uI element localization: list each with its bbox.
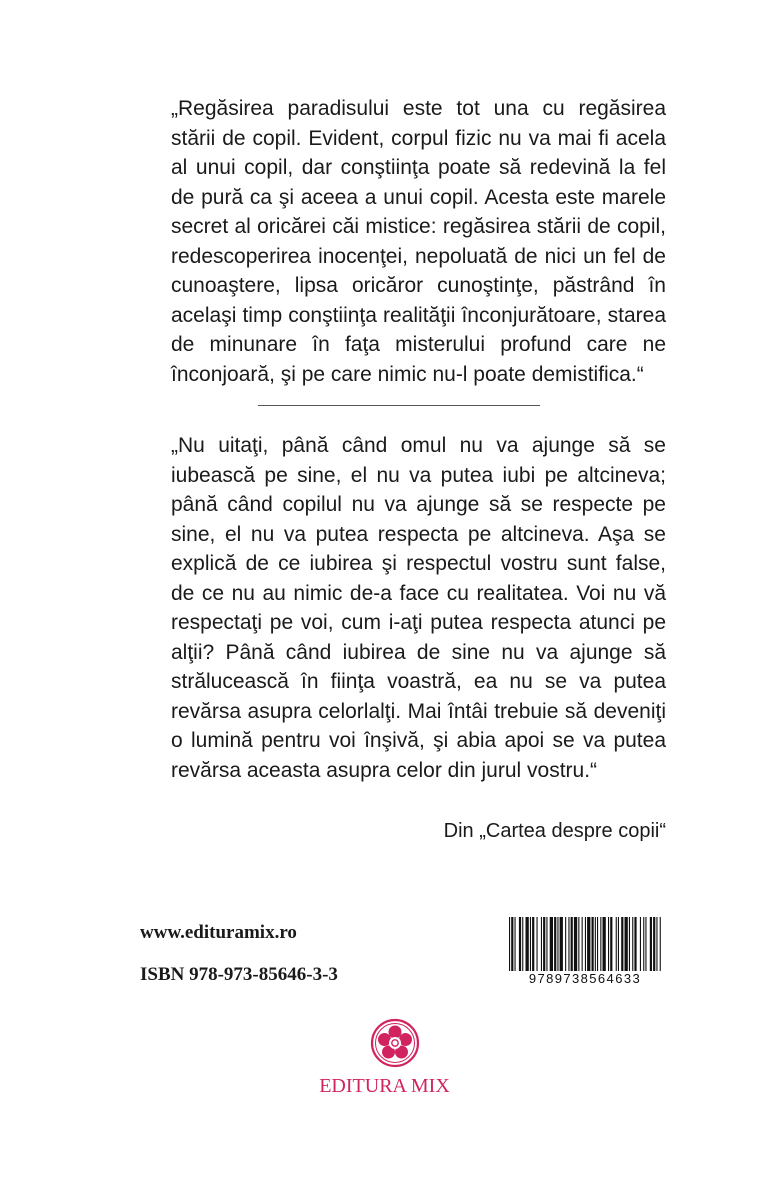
quote-paragraph-2: „Nu uitaţi, până când omul nu va ajunge să se iubească pe sine, el nu va putea iubi pe altcineva; până când copilul nu va ajunge să se respecte pe sine, el nu va putea respecta pe altcineva. Aşa se explică de ce iubirea şi respectul vostru sunt false, de ce nu au nimic de-a face cu realitatea. Voi nu vă respectaţi pe voi, cum i-aţi putea respecta atunci pe alţii? Până când iubirea de sine nu va ajunge să strălucească în fiinţa voastră, ea nu se va putea revărsa asupra celorlalţi. Mai întâi trebuie să deveniţi o lumină pentru voi înşivă, şi abia apoi se va putea revărsa aceasta asupra celor din jurul vostru.“: [171, 434, 666, 782]
publisher-name: EDITURA MIX: [319, 1075, 450, 1097]
barcode: [505, 917, 665, 986]
divider-line: [258, 405, 540, 406]
barcode-bars-icon: [505, 917, 665, 973]
quote-paragraph-1: „Regăsirea paradisului este tot una cu regăsirea stării de copil. Evident, corpul fizic nu va mai fi acela al unui copil, dar conştiinţa poate să redevină la fel de pură ca şi aceea a unui copil. Acesta este marele secret al oricărei căi mistice: regăsirea stării de copil, redescoperirea inocenţei, nepoluată de nici un fel de cunoaştere, lipsa oricăror cunoştinţe, păstrând în acelaşi timp conştiinţa realităţii înconjurătoare, starea de minunare în faţa misterului profund care ne înconjoară, şi pe care nimic nu-l poate demistifica.“: [171, 97, 666, 386]
website-link[interactable]: www.edituramix.ro: [140, 922, 297, 943]
isbn-text: ISBN 978-973-85646-3-3: [140, 964, 338, 985]
flower-logo-icon: [370, 1018, 420, 1068]
barcode-digits: 9789738564633: [505, 971, 665, 986]
quote-source: Din „Cartea despre copii“: [443, 820, 666, 842]
